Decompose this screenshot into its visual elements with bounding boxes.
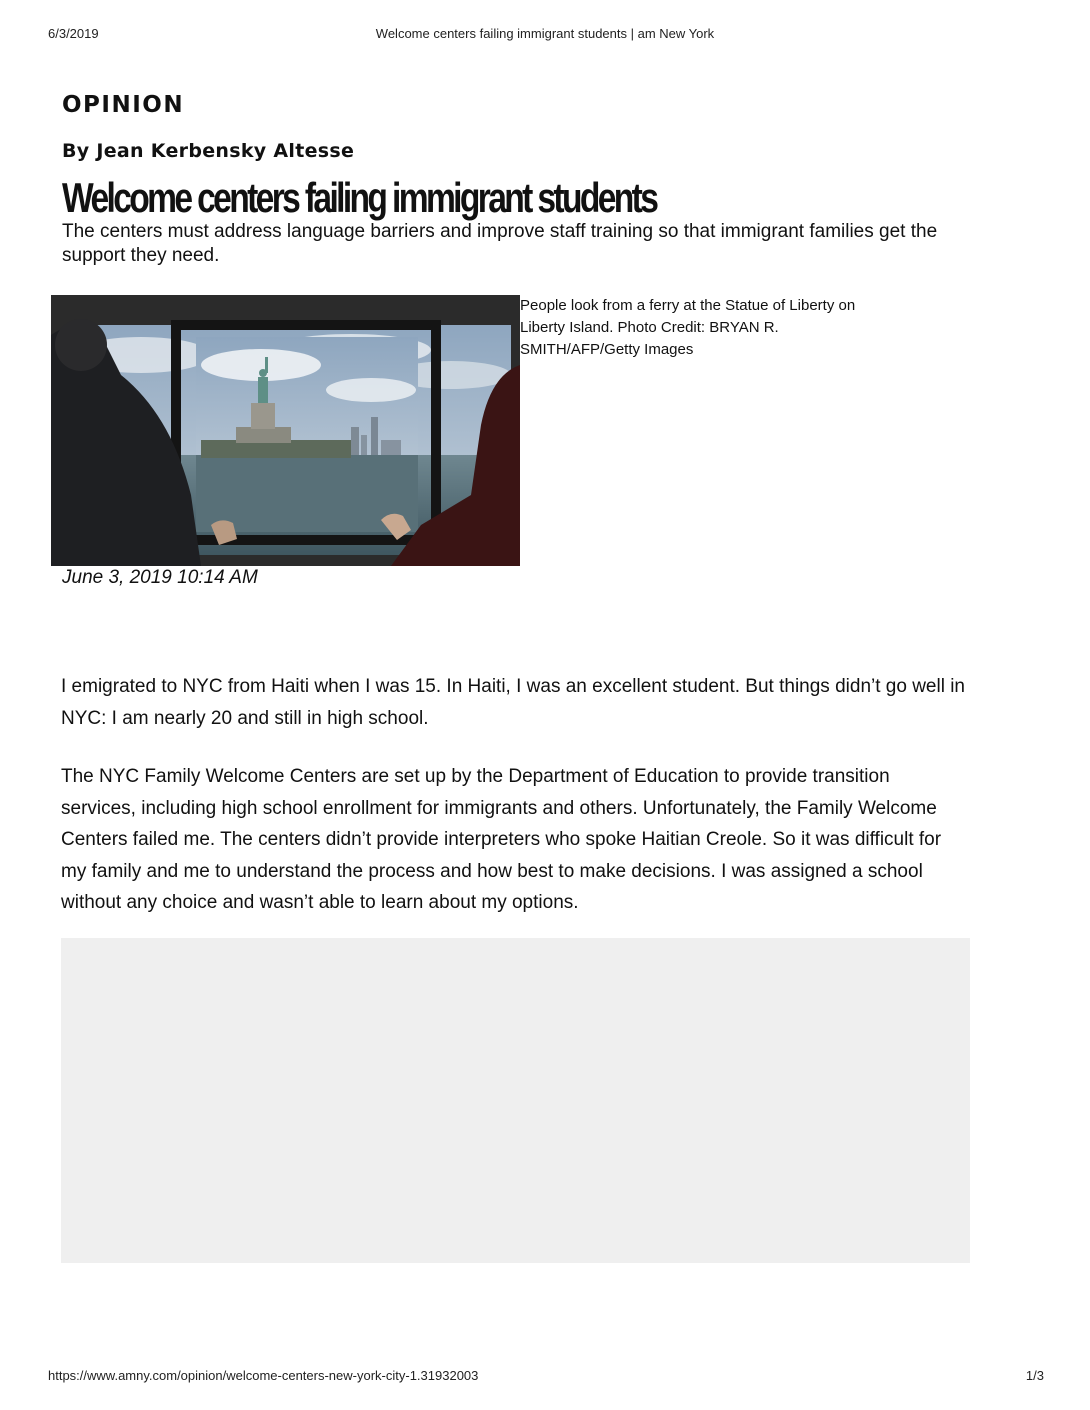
article-photo: [51, 295, 520, 566]
byline: By Jean Kerbensky Altesse: [62, 140, 355, 162]
headline: Welcome centers failing immigrant students: [62, 174, 657, 221]
dek: The centers must address language barriers and improve staff training so that immigrant families get the support they need.: [62, 221, 938, 266]
print-page-title: Welcome centers failing immigrant students | am New York: [375, 26, 715, 41]
body-paragraph: The NYC Family Welcome Centers are set up by the Department of Education to provide transition services, including high school enrollment for immigrants and others. Unfortunately, the Family Welcome Centers failed me. The centers didn’t provide interpreters who spoke Haitian Creole. So it was difficult for my family and me to understand the process and how best to make decisions. I was assigned a school without any choice and wasn’t able to learn about my options.: [61, 766, 942, 913]
publish-timestamp: June 3, 2019 10:14 AM: [62, 567, 258, 588]
photo-caption: People look from a ferry at the Statue of Liberty on Liberty Island. Photo Credit: BRYAN R. SMITH/AFP/Getty Images: [520, 297, 856, 358]
ferry-statue-of-liberty-image: [51, 295, 520, 566]
print-page-number: 1/3: [1025, 1368, 1044, 1383]
ad-placeholder[interactable]: [61, 938, 970, 1263]
print-date: 6/3/2019: [48, 26, 99, 41]
print-url: https://www.amny.com/opinion/welcome-centers-new-york-city-1.31932003: [48, 1368, 479, 1383]
section-label[interactable]: OPINION: [62, 92, 185, 118]
body-paragraph: I emigrated to NYC from Haiti when I was 15. In Haiti, I was an excellent student. But things didn’t go well in NYC: I am nearly 20 and still in high school.: [61, 676, 965, 729]
